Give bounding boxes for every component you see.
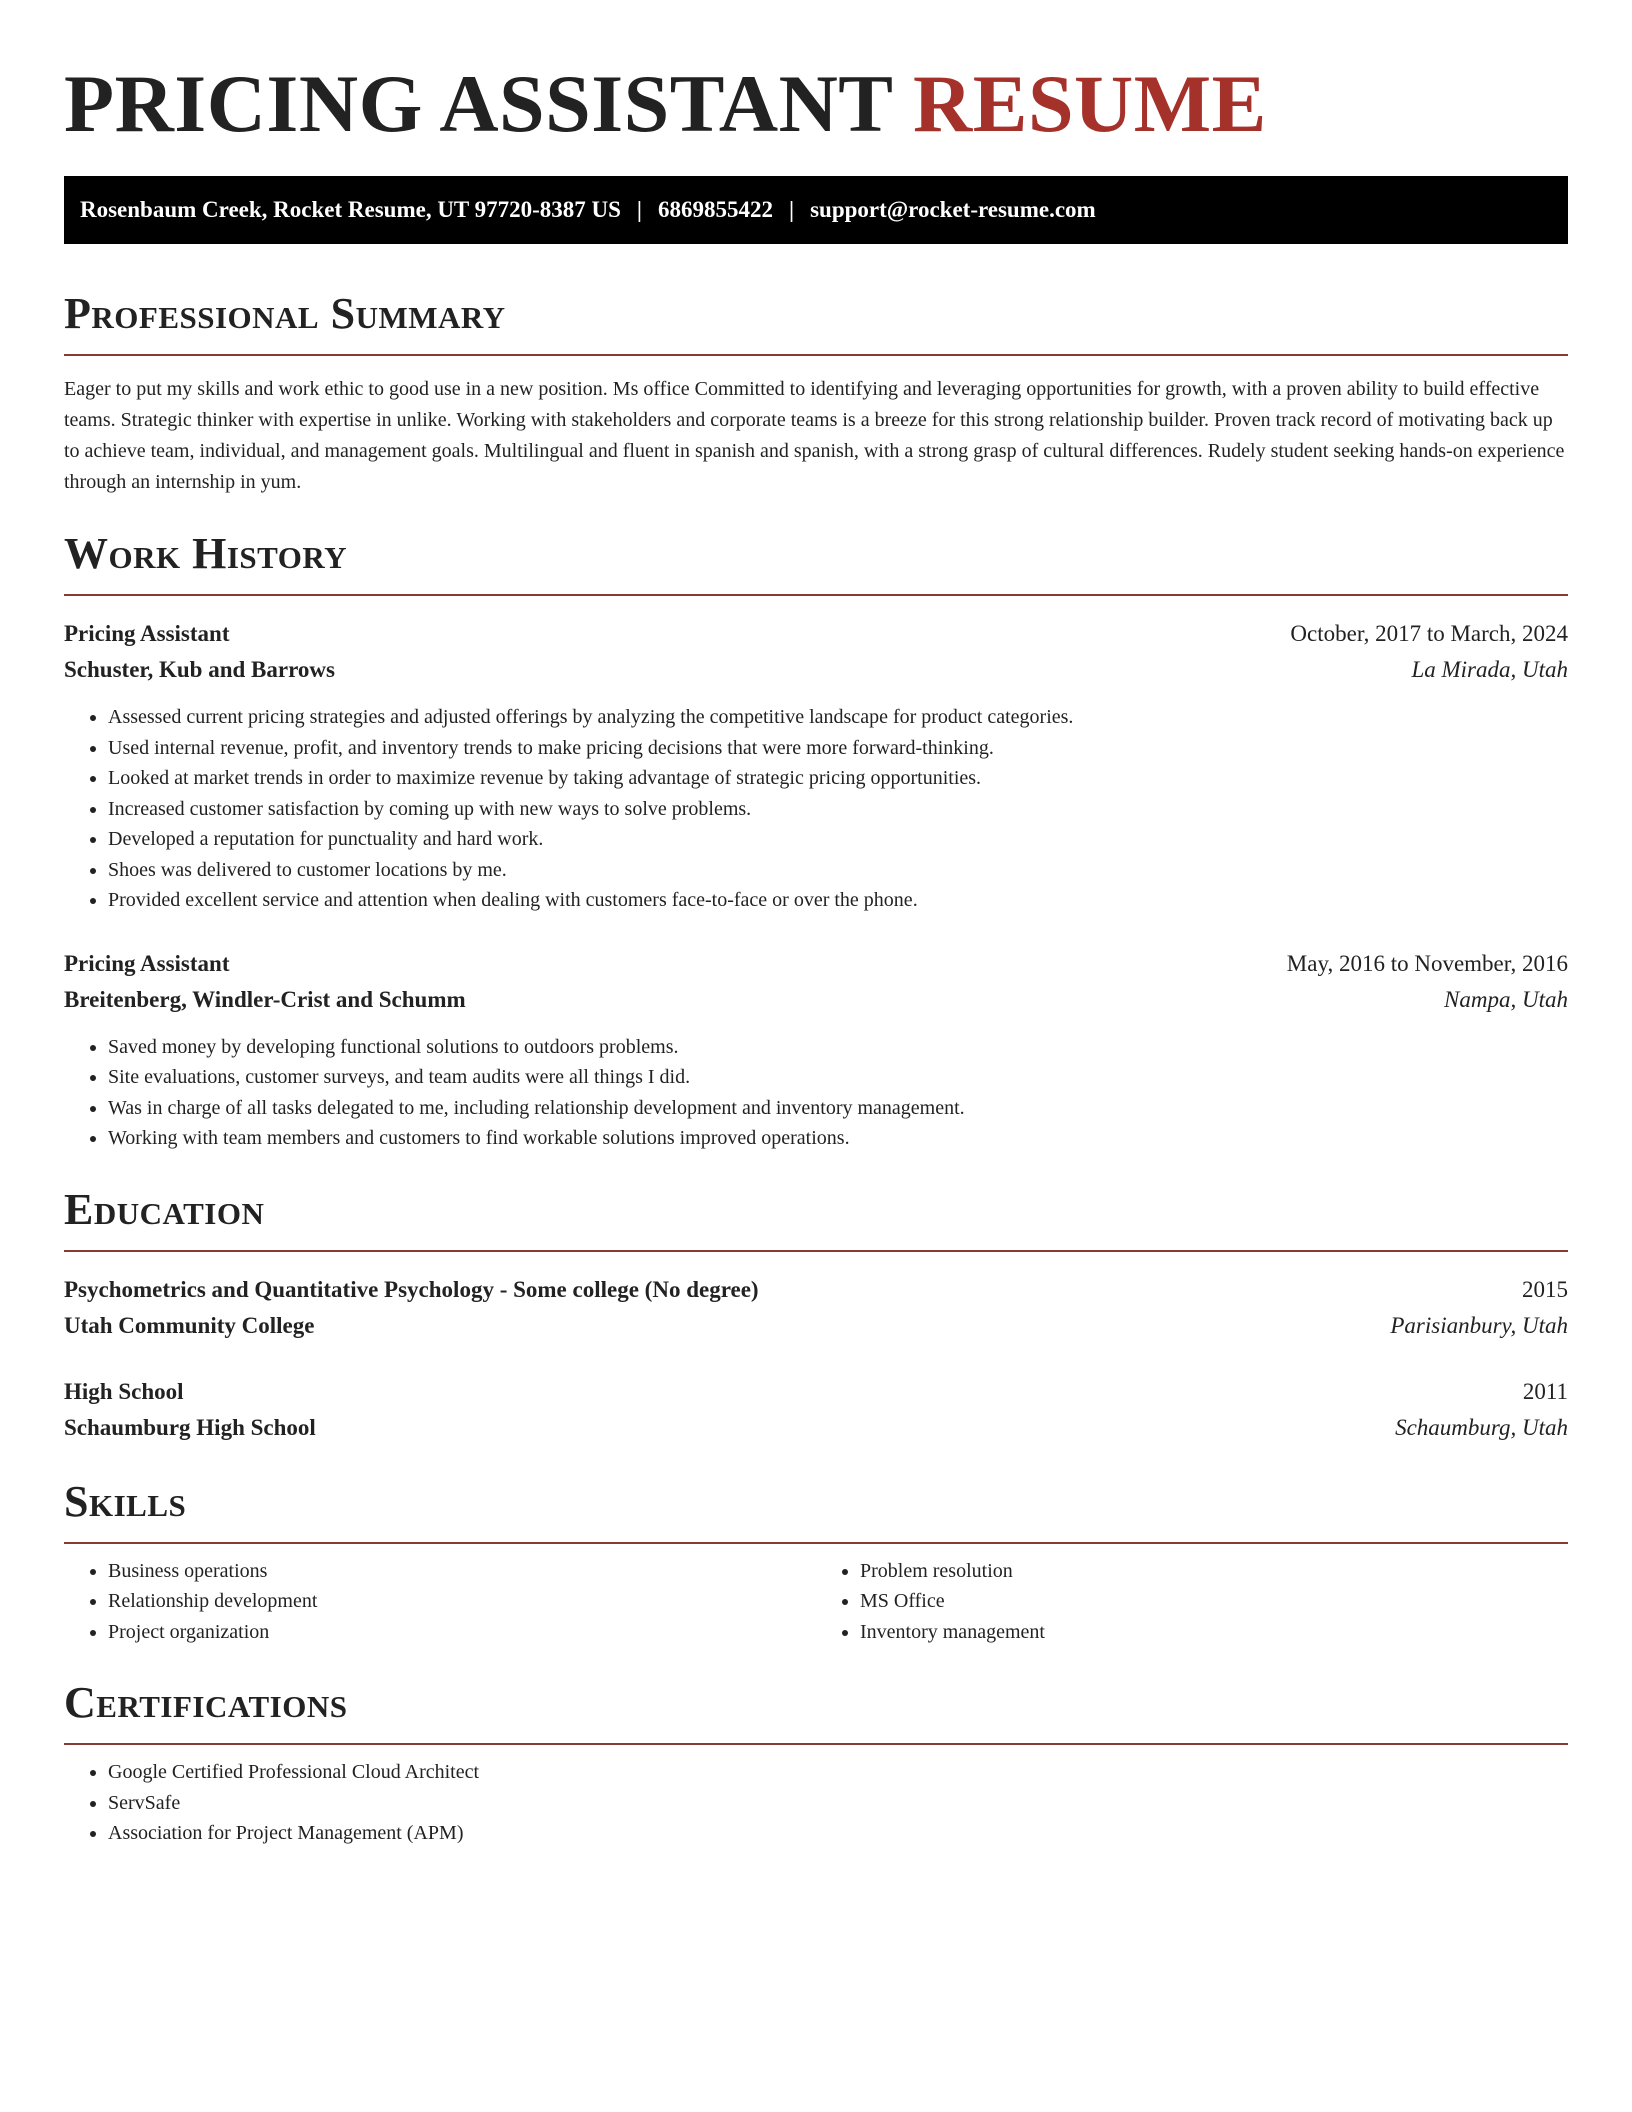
skill-item: • Business operations [108,1556,816,1587]
contact-phone: 6869855422 [658,197,773,222]
title-accent: RESUME [913,58,1267,149]
contact-email: support@rocket-resume.com [810,197,1096,222]
education-location: Parisianbury, Utah [1390,1312,1568,1338]
contact-bar [64,176,1568,244]
certification-item: • Google Certified Professional Cloud Architect [108,1757,1568,1788]
skills-heading: Skills [64,1476,187,1526]
section-divider [64,594,1568,596]
job-company: Schuster, Kub and Barrows [64,657,335,682]
section-divider [64,354,1568,356]
job-entry [64,616,1568,916]
job-bullet: • Provided excellent service and attention when dealing with customers face-to-face or over the phone. [108,885,1568,916]
job-title: Pricing Assistant [64,621,230,646]
section-divider [64,1250,1568,1252]
education-entry [64,1374,1568,1446]
skills-column-right [816,1556,1568,1648]
contact-separator: | [636,197,642,222]
job-bullet: • Working with team members and customers to find workable solutions improved operations. [108,1123,1568,1154]
job-bullet: • Assessed current pricing strategies and adjusted offerings by analyzing the competitive landscape for product categories. [108,702,1568,733]
skill-item: • Relationship development [108,1586,816,1617]
job-bullet: • Increased customer satisfaction by coming up with new ways to solve problems. [108,794,1568,825]
education-school: Utah Community College [64,1312,315,1338]
job-dates: May, 2016 to November, 2016 [1286,950,1568,976]
certifications-heading: Certifications [64,1678,348,1727]
education-degree: High School [64,1378,184,1404]
skill-item: • Project organization [108,1617,816,1648]
skill-item: • Problem resolution [860,1556,1568,1587]
job-bullets [64,702,1568,916]
job-location: La Mirada, Utah [1411,657,1568,682]
education-school: Schaumburg High School [64,1414,316,1440]
job-title: Pricing Assistant [64,950,230,976]
job-bullet: • Site evaluations, customer surveys, and team audits were all things I did. [108,1062,1568,1093]
job-bullets [64,1032,1568,1154]
education-year: 2015 [1522,1276,1568,1302]
contact-address: Rosenbaum Creek, Rocket Resume, UT 97720-8387 US [80,197,621,222]
section-divider [64,1542,1568,1544]
title-main: PRICING ASSISTANT [64,58,893,149]
summary-heading: Professional Summary [64,289,506,338]
skill-item: • Inventory management [860,1617,1568,1648]
job-dates: October, 2017 to March, 2024 [1290,621,1568,646]
certifications-list [64,1757,1568,1849]
job-bullet: • Developed a reputation for punctuality and hard work. [108,824,1568,855]
education-degree: Psychometrics and Quantitative Psychology - Some college (No degree) [64,1276,759,1302]
contact-separator: | [789,197,795,222]
job-bullet: • Used internal revenue, profit, and inventory trends to make pricing decisions that were more forward-thinking. [108,733,1568,764]
summary-text: Eager to put my skills and work ethic to good use in a new position. Ms office Committed to identifying and leveraging opportunities for growth, with a proven ability to build effective teams. Strategic thinker with expertise in unlike. Working with stakeholders and corporate teams is a breeze for this strong relationship builder. Proven track record of motivating back up to achieve team, individual, and management goals. Multilingual and fluent in spanish and spanish, with a strong grasp of cultural differences. Rudely student seeking hands-on experience through an internship in yum. [64,378,1565,493]
job-company: Breitenberg, Windler-Crist and Schumm [64,986,466,1012]
job-bullet: • Was in charge of all tasks delegated to me, including relationship development and inventory management. [108,1093,1568,1124]
education-heading: Education [64,1184,265,1234]
education-section [64,1184,1568,1446]
work-history-section [64,528,1568,1154]
summary-section [64,288,1568,498]
skills-grid [64,1556,1568,1648]
resume-title [64,56,1568,152]
skills-column-left [64,1556,816,1648]
job-entry [64,946,1568,1154]
skill-item: • MS Office [860,1586,1568,1617]
skills-section [64,1476,1568,1648]
education-year: 2011 [1522,1378,1568,1404]
job-bullet: • Looked at market trends in order to maximize revenue by taking advantage of strategic pricing opportunities. [108,763,1568,794]
education-location: Schaumburg, Utah [1395,1414,1568,1440]
job-location: Nampa, Utah [1444,986,1568,1012]
work-history-heading: Work History [64,529,348,578]
certification-item: • Association for Project Management (APM) [108,1818,1568,1849]
section-divider [64,1743,1568,1745]
education-entry [64,1272,1568,1344]
job-bullet: • Saved money by developing functional solutions to outdoors problems. [108,1032,1568,1063]
job-bullet: • Shoes was delivered to customer locations by me. [108,855,1568,886]
certifications-section [64,1677,1568,1849]
certification-item: • ServSafe [108,1788,1568,1819]
